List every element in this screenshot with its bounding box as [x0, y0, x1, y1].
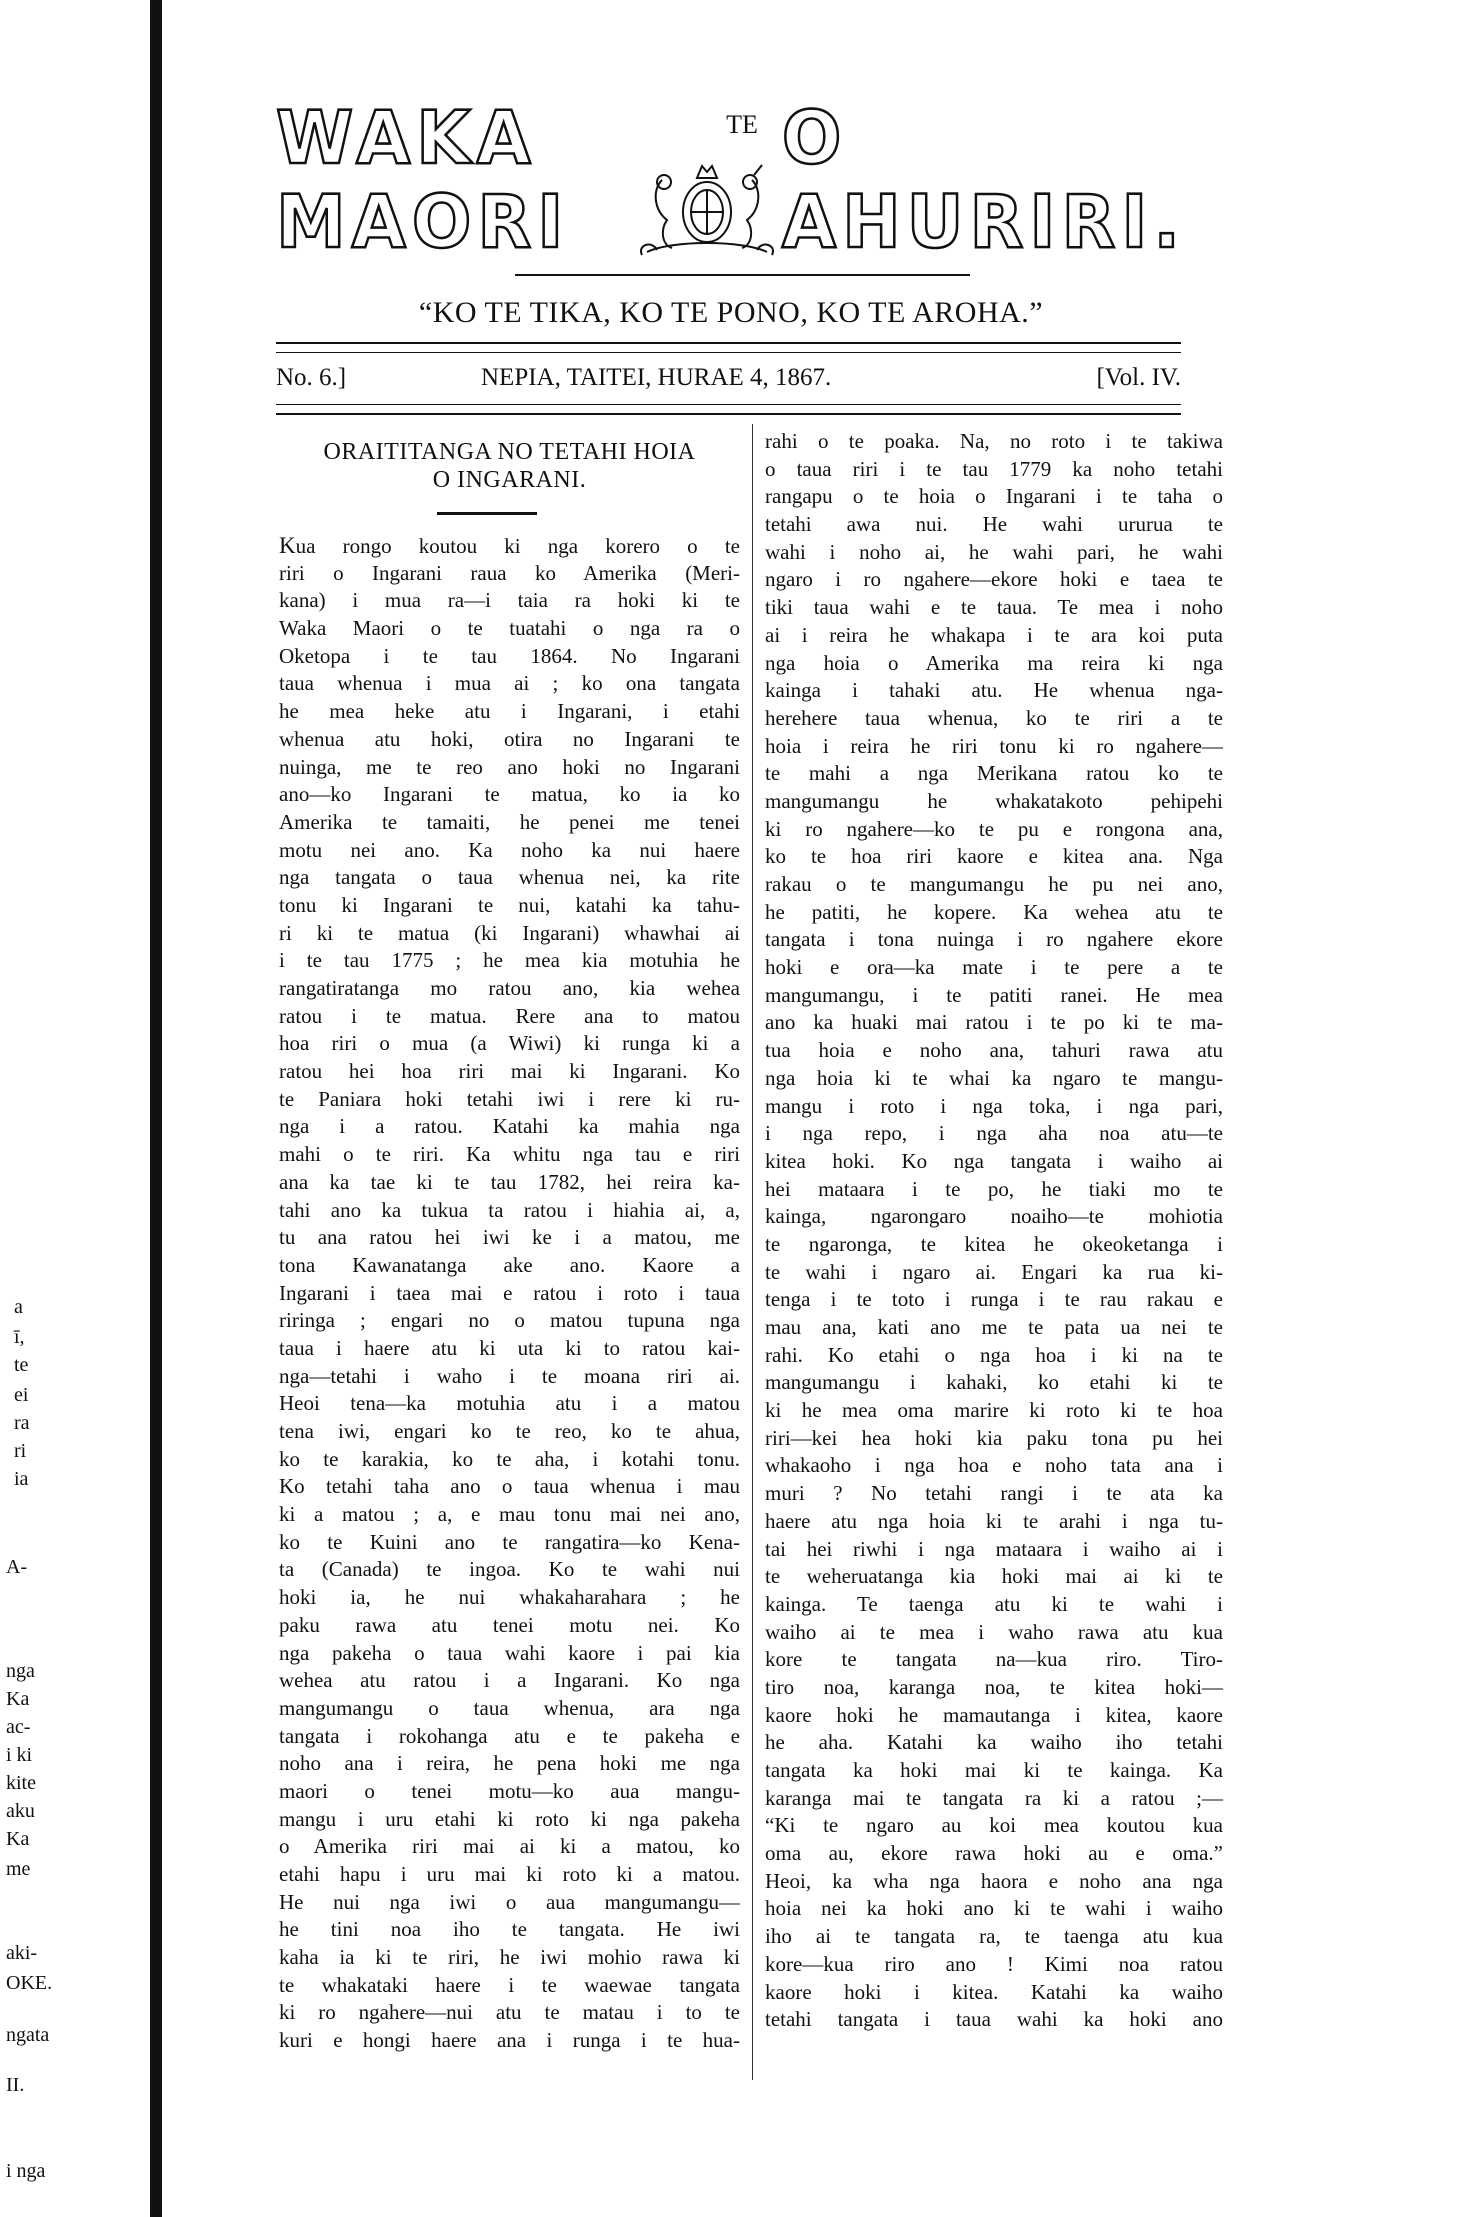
text-line: Oketopa i te tau 1864. No Ingarani [279, 643, 740, 668]
text-line: kainga, ngarongaro noaiho—te mohiotia [765, 1204, 1223, 1229]
text-line: oma au, ekore rawa hoki au e oma.” [765, 1841, 1223, 1866]
dateline [276, 364, 1181, 400]
text-line: motu nei ano. Ka noho ka nui haere [279, 837, 740, 862]
text-line: tiro noa, karanga noa, te kitea hoki— [765, 1674, 1223, 1699]
text-line: he aha. Katahi ka waiho iho tetahi [765, 1730, 1223, 1755]
text-line: tua hoia e noho ana, tahuri rawa atu [765, 1038, 1223, 1063]
text-line: nga pakeha o taua wahi kaore i pai kia [279, 1640, 740, 1665]
text-line: ko te Kuini ano te rangatira—ko Kena- [279, 1529, 740, 1554]
text-line: paku rawa atu tenei motu nei. Ko [279, 1612, 740, 1637]
text-line: tonu ki Ingarani te nui, katahi ka tahu- [279, 892, 740, 917]
text-line: te ngaronga, te kitea he okeoketanga i [765, 1231, 1223, 1256]
facing-page-fragment: ngata [6, 2024, 50, 2046]
text-line: mangumangu i kahaki, ko etahi ki te [765, 1370, 1223, 1395]
text-line: ano ka huaki mai ratou i te po ki te ma- [765, 1010, 1223, 1035]
text-line: ano—ko Ingarani te matua, ko ia ko [279, 782, 740, 807]
text-line: tai hei riwhi i nga mataara i waiho ai i [765, 1536, 1223, 1561]
text-line: taua i haere atu ki uta ki to ratou kai- [279, 1335, 740, 1360]
facing-page-fragment: a [14, 1296, 23, 1318]
text-line: mangumangu o taua whenua, ara nga [279, 1695, 740, 1720]
text-line: kitea hoki. Ko nga tangata i waiho ai [765, 1148, 1223, 1173]
text-line: karanga mai te tangata ra ki a ratou ;— [765, 1785, 1223, 1810]
masthead-motto: “KO TE TIKA, KO TE PONO, KO TE AROHA.” [418, 296, 1044, 329]
text-line: Amerika te tamaiti, he penei me tenei [279, 809, 740, 834]
text-line: ko te hoa riri kaore e kitea ana. Nga [765, 844, 1223, 869]
text-line: rangatiratanga mo ratou ano, kia wehea [279, 976, 740, 1000]
facing-page-fragment: ia [14, 1468, 29, 1490]
text-line: ri ki te matua (ki Ingarani) whawhai ai [279, 920, 740, 945]
masthead-title-right: O AHURIRI. [781, 94, 1187, 266]
facing-page-fragment: aki- [6, 1942, 38, 1964]
text-line: riringa ; engari no o matou tupuna nga [279, 1308, 740, 1333]
text-line: tiki taua wahi e te taua. Te mea i noho [765, 595, 1223, 620]
text-line: Waka Maori o te tuatahi o nga ra o [279, 616, 740, 641]
facing-page-fragment: ra [14, 1412, 30, 1434]
facing-page-fragment: Ka [6, 1688, 30, 1710]
text-line: hoki ia, he nui whakaharahara ; he [279, 1585, 740, 1610]
text-line: hoa riri o mua (a Wiwi) ki runga ki a [279, 1031, 740, 1056]
text-line: hoki e ora—ka mate i te pere a te [765, 955, 1223, 980]
text-line: ki he mea oma marire ki roto ki te hoa [765, 1398, 1223, 1423]
text-line: iho ai te tangata ra, te taenga atu kua [765, 1924, 1223, 1949]
place-and-date: NEPIA, TAITEI, HURAE 4, 1867. [481, 364, 832, 391]
text-line: rakau o te mangumangu he pu nei ano, [765, 872, 1223, 896]
text-line: taua whenua i mua ai ; ko ona tangata [279, 671, 740, 696]
double-rule-top-inner [276, 352, 1181, 353]
text-line: te wahi i ngaro ai. Engari ka rua ki- [765, 1259, 1223, 1284]
facing-page-edge [0, 0, 150, 2217]
facing-page-fragment: aku [6, 1800, 35, 1822]
text-line: ki ro ngahere—ko te pu e rongona ana, [765, 816, 1223, 841]
text-line: riri o Ingarani raua ko Amerika (Meri- [279, 560, 740, 585]
text-line: waiho ai te mea i waho rawa atu kua [765, 1619, 1223, 1644]
facing-page-fragment: II. [6, 2074, 25, 2096]
text-line: nga hoia ki te whai ka ngaro te mangu- [765, 1065, 1223, 1090]
text-line: ki ro ngahere—nui atu te matau i to te [279, 2000, 740, 2025]
facing-page-fragment: OKE. [6, 1972, 53, 1994]
text-line: ngaro i ro ngahere—ekore hoki e taea te [765, 567, 1223, 592]
text-line: rahi. Ko etahi o nga hoa i ki na te [765, 1342, 1223, 1367]
text-line: o Amerika riri mai ai ki a matou, ko [279, 1834, 740, 1859]
text-line: noho ana i reira, he pena hoki me nga [279, 1751, 740, 1776]
facing-page-fragment: i nga [6, 2160, 46, 2182]
text-line: tangata i tona nuinga i ro ngahere ekore [765, 927, 1223, 952]
text-line: whakaoho i nga hoa e noho tata ana i [765, 1453, 1223, 1478]
text-line: hoia i reira he riri tonu ki ro ngahere— [765, 733, 1223, 758]
text-line: i te tau 1775 ; he mea kia motuhia he [279, 948, 740, 973]
double-rule-bottom-inner [276, 404, 1181, 405]
text-line: ko te karakia, ko te aha, i kotahi tonu. [279, 1446, 740, 1471]
facing-page-fragment: ri [14, 1440, 27, 1462]
text-line: nga i a ratou. Katahi ka mahia nga [279, 1114, 740, 1139]
text-line: Heoi tena—ka motuhia atu i a matou [279, 1391, 740, 1416]
text-line: te whakataki haere i te waewae tangata [279, 1972, 740, 1997]
text-line: o taua riri i te tau 1779 ka noho tetahi [765, 456, 1223, 481]
article-column-left [279, 532, 740, 2055]
facing-page-fragment: ei [14, 1384, 29, 1406]
text-line: tahi ano ka tukua ta ratou i hiahia ai, a, [279, 1197, 740, 1222]
masthead-rule [515, 274, 970, 276]
facing-page-fragment: ī, [14, 1326, 25, 1348]
text-line: tetahi tangata i taua wahi ka hoki ano [765, 2007, 1223, 2032]
text-line: Ko tetahi taha ano o taua whenua i mau [279, 1474, 740, 1499]
volume-number: [Vol. IV. [1096, 364, 1181, 391]
text-line: Ingarani i taea mai e ratou i roto i taua [279, 1280, 740, 1305]
text-line: whenua atu hoki, otira no Ingarani te [279, 726, 740, 751]
facing-page-fragment: kite [6, 1772, 36, 1794]
facing-page-fragment: nga [6, 1660, 35, 1682]
text-line: tenga i te toto i runga i te rau rakau e [765, 1287, 1223, 1312]
text-line: maori o tenei motu—ko aua mangu- [279, 1778, 740, 1803]
facing-page-fragment: te [14, 1354, 29, 1376]
double-rule-top [276, 342, 1181, 344]
text-line: riri—kei hea hoki kia paku tona pu hei [765, 1425, 1223, 1450]
text-line: he mea heke atu i Ingarani, i etahi [279, 699, 740, 724]
text-line: tetahi awa nui. He wahi ururua te [765, 512, 1223, 537]
text-line: he patiti, he kopere. Ka wehea atu te [765, 899, 1223, 924]
text-line: nga tangata o taua whenua nei, ka rite [279, 865, 740, 890]
text-line: kore te tangata na—kua riro. Tiro- [765, 1647, 1223, 1672]
masthead-title-left: WAKA MAORI [276, 94, 570, 266]
text-line: haere atu nga hoia ki te arahi i nga tu- [765, 1508, 1223, 1533]
text-line: wahi i noho ai, he wahi pari, he wahi [765, 539, 1223, 564]
text-line: tena iwi, engari ko te reo, ko te ahua, [279, 1419, 740, 1443]
text-line: rahi o te poaka. Na, no roto i te takiwa [765, 429, 1223, 453]
text-line: hoia nei ka hoki ano ki te wahi i waiho [765, 1896, 1223, 1921]
text-line: nga hoia o Amerika ma reira ki nga [765, 650, 1223, 675]
article-column-right [765, 428, 1223, 2034]
text-line: mahi o te riri. Ka whitu nga tau e riri [279, 1142, 740, 1167]
text-line: ta (Canada) te ingoa. Ko te wahi nui [279, 1557, 740, 1582]
text-line: ratou i te matua. Rere ana to matou [279, 1003, 740, 1028]
text-line: kainga i tahaki atu. He whenua nga- [765, 678, 1223, 703]
article-heading [279, 438, 740, 494]
facing-page-fragment: i ki [6, 1744, 33, 1766]
text-line: rangapu o te hoia o Ingarani i te taha o [765, 484, 1223, 509]
text-line: mau ana, kati ano me te pata ua nei te [765, 1315, 1223, 1339]
text-line: te mahi a nga Merikana ratou ko te [765, 761, 1223, 786]
text-line: te weheruatanga kia hoki mai ai ki te [765, 1564, 1223, 1589]
text-line: kuri e hongi haere ana i runga i te hua- [279, 2028, 740, 2053]
text-line: tona Kawanatanga ake ano. Kaore a [279, 1252, 740, 1277]
text-line: tangata ka hoki mai ki te kainga. Ka [765, 1758, 1223, 1782]
text-line: ai i reira he whakapa i te ara koi puta [765, 622, 1223, 647]
text-line: wehea atu ratou i a Ingarani. Ko nga [279, 1668, 740, 1693]
royal-coat-of-arms-icon [632, 160, 782, 260]
facing-page-fragment: Ka [6, 1828, 30, 1850]
text-line: mangumangu he whakatakoto pehipehi [765, 788, 1223, 813]
masthead-prefix: TE [726, 110, 758, 139]
column-divider [752, 424, 753, 2080]
text-line: tu ana ratou hei iwi ke i a matou, me [279, 1225, 740, 1250]
text-line: he tini noa iho te tangata. He iwi [279, 1917, 740, 1942]
text-line: etahi hapu i uru mai ki roto ki a matou. [279, 1862, 740, 1886]
text-line: ana ka tae ki te tau 1782, hei reira ka- [279, 1169, 740, 1194]
heading-line: O INGARANI. [432, 467, 587, 493]
heading-rule [437, 512, 537, 515]
text-line: hei mataara i te po, he tiaki mo te [765, 1176, 1223, 1201]
text-line: herehere taua whenua, ko te riri a te [765, 705, 1223, 730]
text-line: muri ? No tetahi rangi i te ata ka [765, 1481, 1223, 1506]
text-line: nga—tetahi i waho i te moana riri ai. [279, 1363, 740, 1388]
text-line: tangata i rokohanga atu e te pakeha e [279, 1723, 740, 1748]
text-line: te Paniara hoki tetahi iwi i rere ki ru- [279, 1086, 740, 1111]
text-line: He nui nga iwi o aua mangumangu— [279, 1889, 740, 1914]
page-gutter [150, 0, 162, 2217]
text-line: ratou hei hoa riri mai ki Ingarani. Ko [279, 1059, 740, 1084]
text-line: nuinga, me te reo ano hoki no Ingarani [279, 754, 740, 779]
text-line: “Ki te ngaro au koi mea koutou kua [765, 1813, 1223, 1838]
issue-number: No. 6.] [276, 364, 347, 391]
facing-page-fragment: me [6, 1858, 31, 1880]
text-line: i nga repo, i nga aha noa atu—te [765, 1121, 1223, 1146]
text-line: kaore hoki i kitea. Katahi ka waiho [765, 1979, 1223, 2004]
text-line: ki a matou ; a, e mau tonu mai nei ano, [279, 1502, 740, 1527]
text-line: mangu i uru etahi ki roto ki nga pakeha [279, 1806, 740, 1831]
heading-line: ORAITITANGA NO TETAHI HOIA [323, 439, 696, 465]
text-line: Heoi, ka wha nga haora e noho ana nga [765, 1868, 1223, 1893]
text-line: kore—kua riro ano ! Kimi noa ratou [765, 1951, 1223, 1976]
text-line: mangu i roto i nga toka, i nga pari, [765, 1093, 1223, 1118]
text-line: kaore hoki he mamautanga i kitea, kaore [765, 1702, 1223, 1727]
text-line: Kua rongo koutou ki nga korero o te [279, 533, 740, 558]
facing-page-fragment: ac- [6, 1716, 31, 1738]
text-line: kana) i mua ra—i taia ra hoki ki te [279, 588, 740, 613]
text-line: mangumangu, i te patiti ranei. He mea [765, 982, 1223, 1007]
text-line: kaha ia ki te riri, he iwi mohio rawa ki [279, 1945, 740, 1970]
double-rule-bottom [276, 413, 1181, 415]
facing-page-fragment: A- [6, 1556, 28, 1578]
text-line: kainga. Te taenga atu ki te wahi i [765, 1591, 1223, 1616]
